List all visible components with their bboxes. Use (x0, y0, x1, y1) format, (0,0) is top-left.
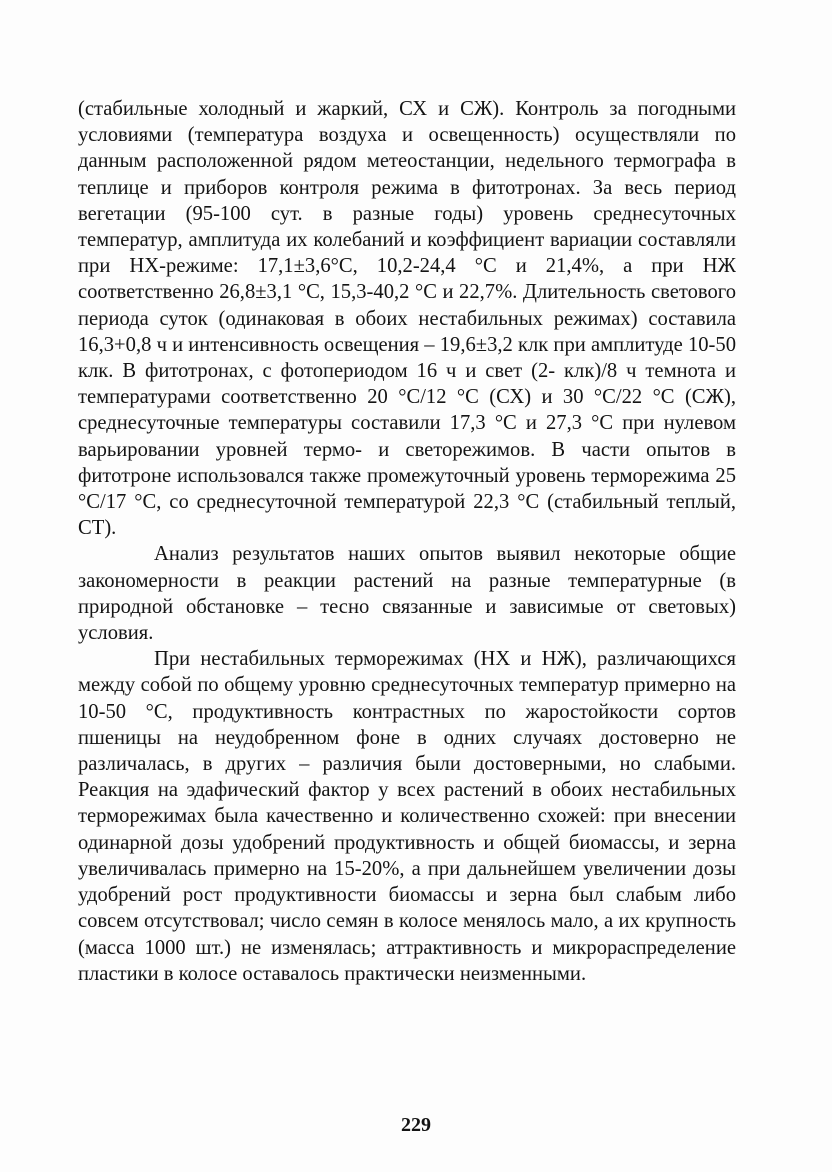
paragraph-continuation: (стабильные холодный и жаркий, СХ и СЖ). Контроль за погодными условиями (температура воздуха и освещенность) осуществляли по данным расположенной рядом метеостанции, недельного термографа в теплице и приборов контроля режима в фитотронах. За весь период вегетации (95-100 сут. в разные годы) уровень среднесуточных температур, амплитуда их колебаний и коэффициент вариации составляли при НХ-режиме: 17,1±3,6°С, 10,2-24,4 °С и 21,4%, а при НЖ соответственно 26,8±3,1 °С, 15,3-40,2 °С и 22,7%. Длительность светового периода суток (одинаковая в обоих нестабильных режимах) составила 16,3+0,8 ч и интенсивность освещения – 19,6±3,2 клк при амплитуде 10-50 клк. В фитотронах, с фотопериодом 16 ч и свет (2- клк)/8 ч темнота и температурами соответственно 20 °С/12 °С (СХ) и 30 °С/22 °С (СЖ), среднесуточные температуры составили 17,3 °С и 27,3 °С при нулевом варьировании уровней термо- и светорежимов. В части опытов в фитотроне использовался также промежуточный уровень терморежима 25 °С/17 °С, со среднесуточной температурой 22,3 °С (стабильный теплый, СТ). (78, 98, 736, 540)
paragraph-thermal-regimes: При нестабильных терморежимах (НХ и НЖ), различающихся между собой по общему уровню среднесуточных температур примерно на 10-50 °С, продуктивность контрастных по жаростойкости сортов пшеницы на неудобренном фоне в одних случаях достоверно не различалась, в других – различия были достоверными, но слабыми. Реакция на эдафический фактор у всех растений в обоих нестабильных терморежимах была качественно и количественно схожей: при внесении одинарной дозы удобрений продуктивность и общей биомассы, и зерна увеличивалась примерно на 15-20%, а при дальнейшем увеличении дозы удобрений рост продуктивности биомассы и зерна был слабым либо совсем отсутствовал; число семян в колосе менялось мало, а их крупность (масса 1000 шт.) не изменялась; аттрактивность и микрораспределение пластики в колосе оставалось практически неизменными. (78, 648, 736, 985)
page-number: 229 (401, 1114, 431, 1136)
body-text (78, 96, 736, 987)
paragraph-analysis: Анализ результатов наших опытов выявил некоторые общие закономерности в реакции растений на разные температурные (в природной обстановке – тесно связанные и зависимые от световых) условия. (78, 543, 736, 645)
